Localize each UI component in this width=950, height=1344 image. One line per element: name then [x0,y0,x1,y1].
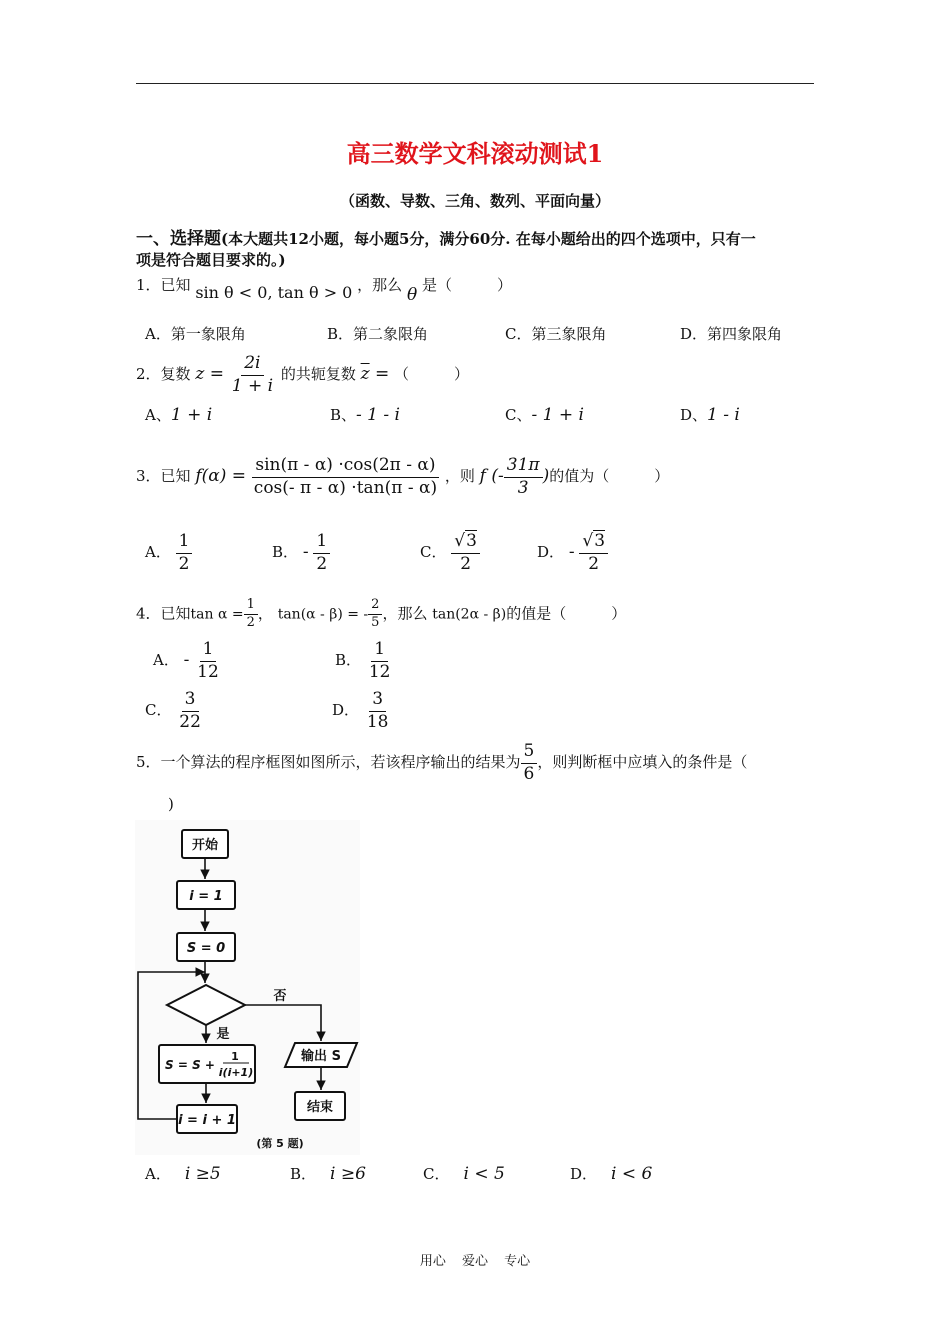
flow-init-i-label: i = 1 [189,889,223,904]
question-5 [136,742,747,784]
flowchart-figure [135,820,360,1155]
question-3 [136,456,669,498]
q1-option-c: C．第三象限角 [505,325,607,343]
q3-option-d [537,532,608,574]
q5-option-d-label: D． [570,1165,598,1183]
section-heading: 一、选择题 [136,229,221,249]
q4-option-a-num: 1 [200,640,217,662]
q2-lhs: z = [195,364,224,385]
q3-option-c-radicand: 3 [466,531,477,551]
q2-tail: （ ） [394,365,470,384]
q3-option-a [145,532,192,574]
q3-number: 3．已知 [136,467,191,486]
q2-fraction [229,354,276,396]
q5-option-b [290,1163,366,1184]
q3-option-b-label: B． [272,543,299,562]
q3-option-d-radicand: 3 [594,531,606,551]
q2-number: 2．复数 [136,365,191,384]
q4-separator: ， [257,604,273,623]
q4-mid: ，那么 [382,604,428,623]
q4-option-c-num: 3 [182,690,199,712]
q1-option-a: A．第一象限角 [145,325,246,343]
q4-ab-num: 2 [368,598,382,615]
q5-text-1: 5．一个算法的程序框图如图所示，若该程序输出的结果为 [136,753,521,772]
q2-option-a [145,404,212,425]
q2-denominator: 1 + i [231,375,274,396]
q5-option-b-label: B． [290,1165,317,1183]
q4-option-a-label: A． [153,651,179,670]
q3-option-c-den: 2 [460,553,472,574]
q3-option-a-den: 2 [178,553,190,574]
q4-option-d-den: 18 [366,711,389,732]
q3-f-close: ) [542,466,550,487]
q2-option-a-value: 1 + i [170,405,213,425]
q5-result-den: 6 [523,763,535,784]
q4-option-d-num: 3 [369,690,386,712]
q3-option-c-fraction [451,532,480,574]
q3-denominator: cos(- π - α) ·tan(π - α) [253,477,438,498]
question-4 [136,598,626,631]
flow-init-s-label: S = 0 [186,941,226,956]
q3-option-d-num: √3 [579,532,608,554]
q4-option-c-den: 22 [179,711,201,732]
q4-option-a-sign: - [183,650,190,671]
q4-option-d [332,690,391,732]
flow-end-label: 结束 [306,1100,334,1115]
q4-a-fraction [244,598,258,631]
page-title: 高三数学文科滚动测试1 [346,139,604,168]
section-note-2: 项是符合题目要求的。) [136,251,286,269]
q4-option-b-fraction [366,640,394,682]
q2-mid: 的共轭复数 [280,365,356,384]
q1-tail: 是（ ） [421,276,512,294]
q4-option-b-den: 12 [368,661,391,682]
q2-option-b-value: - 1 - i [356,405,400,425]
q5-option-b-value: i ≥6 [330,1164,366,1184]
q3-option-b-num: 1 [313,532,330,554]
q4-option-c-fraction [176,690,204,732]
q2-option-c-label: C、 [505,406,532,424]
q3-mid: ，则 [444,467,475,486]
q2-option-b [330,404,400,425]
q5-option-d-value: i < 6 [611,1164,653,1184]
q3-option-d-label: D． [537,543,565,562]
q2-numerator: 2i [241,354,263,376]
q5-option-c-label: C． [423,1165,450,1183]
q5-option-a-label: A． [145,1165,171,1183]
q3-option-a-num: 1 [176,532,193,554]
q3-option-d-sign: - [568,542,575,563]
q1-option-b: B．第二象限角 [327,325,429,343]
q4-option-d-label: D． [332,701,360,720]
q2-option-c [505,404,584,425]
q3-option-c-label: C． [420,543,447,562]
q3-option-b [272,532,330,574]
q3-fraction [251,456,440,498]
question-1 [136,274,512,305]
flow-decision-diamond [167,985,245,1025]
q5-text-3: ) [168,795,174,813]
q4-option-b-num: 1 [371,640,388,662]
q4-option-a-den: 12 [197,661,219,682]
q4-ab-den: 5 [371,614,380,630]
q5-option-c [423,1163,505,1184]
q4-a-den: 2 [246,614,255,630]
flow-output-label: 输出 S [301,1049,341,1064]
q1-condition: sin θ < 0, tan θ > 0 [195,283,353,302]
flow-no-label: 否 [273,989,287,1004]
q4-option-b-label: B． [335,651,362,670]
q4-a-num: 1 [244,598,258,615]
q3-arg-fraction [504,456,543,498]
q3-option-b-fraction [313,532,330,574]
q5-result-fraction [521,742,538,784]
q5-text-2: ，则判断框中应填入的条件是（ [537,753,748,772]
question-2 [136,354,469,396]
q4-tail: 的值是（ ） [506,604,627,623]
q4-option-b [335,640,393,682]
q3-arg-denominator: 3 [517,477,529,498]
q3-f-open: f (- [479,466,504,487]
q3-option-b-sign: - [302,542,309,563]
page-footer: 用心 爱心 专心 [419,1254,531,1269]
q4-tan-2ab: tan(2α - β) [432,606,507,623]
q2-option-d-label: D、 [680,406,708,424]
q5-result-num: 5 [521,742,538,764]
q1-number: 1．已知 [136,276,191,294]
q1-theta: θ [406,285,418,305]
q3-option-a-fraction [176,532,193,574]
q3-option-a-label: A． [145,543,171,562]
q3-numerator: sin(π - α) ·cos(2π - α) [252,456,438,478]
q4-number: 4．已知 [136,604,191,623]
q4-tan-a: tan α = [190,606,244,623]
q4-ab-fraction [368,598,382,631]
flow-yes-label: 是 [216,1027,230,1042]
q2-option-b-label: B、 [330,406,357,424]
flow-update-den: i(i+1) [218,1066,254,1079]
q2-option-d-value: 1 - i [707,405,740,425]
q5-option-d [570,1163,652,1184]
q4-option-c-label: C． [145,701,172,720]
q2-zbar: $\overline{z}$ [360,364,370,385]
flow-caption: (第 5 题) [256,1137,304,1150]
q1-mid: ，那么 [357,276,403,294]
q3-option-b-den: 2 [316,553,328,574]
q2-option-c-value: - 1 + i [531,405,584,425]
q2-option-d [680,404,740,425]
q3-arg-numerator: 31π [504,456,543,478]
q2-option-a-label: A、 [145,406,171,424]
q5-option-a [145,1163,221,1184]
flow-update-s-label: S = S + [165,1058,215,1072]
q3-lhs: f(α) = [195,466,247,487]
page-subtitle: （函数、导数、三角、数列、平面向量） [339,192,610,210]
q3-option-c [420,532,480,574]
q4-option-a-fraction [194,640,222,682]
section-heading-line [136,224,756,249]
q3-option-d-den: 2 [588,553,600,574]
q3-option-d-fraction [579,532,608,574]
section-note: (本大题共12小题，每小题5分，满分60分. 在每小题给出的四个选项中，只有一 [221,230,756,248]
q2-eq: = [369,364,390,385]
q3-option-c-num: √3 [451,532,480,554]
q4-option-a [153,640,222,682]
q5-option-c-value: i < 5 [463,1164,505,1184]
q4-tan-ab: tan(α - β) = - [277,606,369,623]
q3-tail: 的值为（ ） [549,467,670,486]
flow-update-i-label: i = i + 1 [178,1113,236,1128]
q1-option-d: D．第四象限角 [680,325,783,343]
q4-option-c [145,690,204,732]
flow-start-label: 开始 [191,838,219,853]
header-rule [136,83,814,84]
q4-option-d-fraction [364,690,392,732]
q5-option-a-value: i ≥5 [184,1164,221,1184]
flow-update-num: 1 [231,1050,239,1063]
